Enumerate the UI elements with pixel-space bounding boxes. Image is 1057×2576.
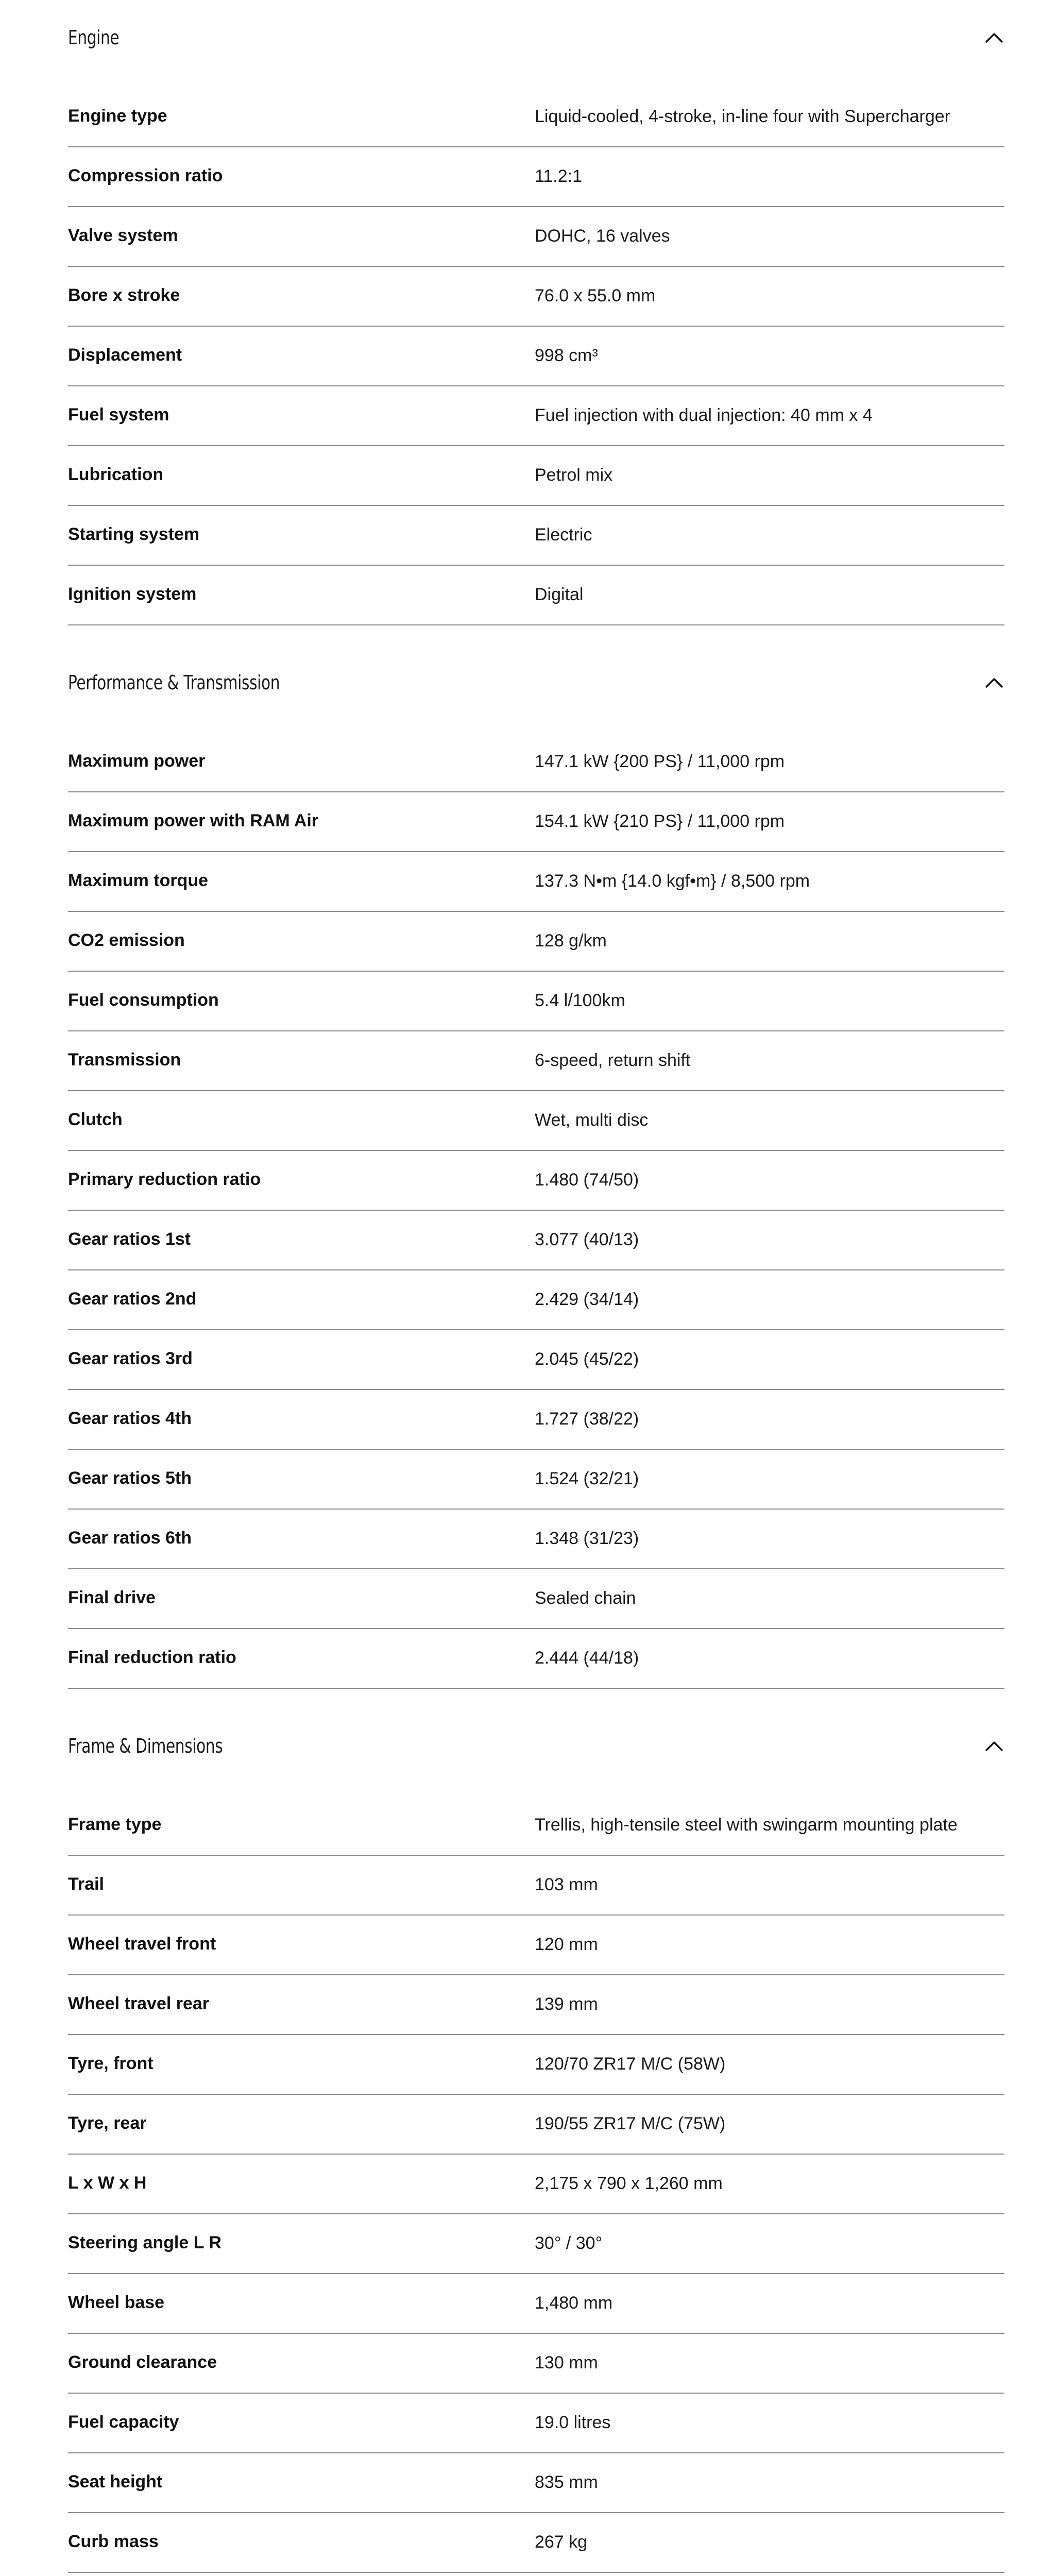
spec-label: Curb mass — [68, 2532, 159, 2551]
spec-row — [68, 506, 1004, 566]
spec-row — [68, 566, 1004, 625]
spec-label: Wheel base — [68, 2293, 165, 2312]
spec-row — [68, 446, 1004, 506]
spec-value: 30° / 30° — [535, 2233, 603, 2253]
spec-value: Sealed chain — [535, 1588, 636, 1608]
spec-value: 76.0 x 55.0 mm — [535, 286, 656, 306]
spec-label: Gear ratios 5th — [68, 1468, 192, 1488]
spec-row — [68, 267, 1004, 327]
section-spacer — [68, 1689, 1004, 1708]
spec-section — [68, 0, 1004, 625]
spec-label: Tyre, front — [68, 2054, 154, 2073]
spec-label: Maximum torque — [68, 871, 209, 890]
spec-value: 1.727 (38/22) — [535, 1409, 639, 1429]
spec-label: Clutch — [68, 1110, 123, 1129]
spec-label: Seat height — [68, 2472, 163, 2492]
spec-row — [68, 972, 1004, 1031]
spec-label: Wheel travel rear — [68, 1994, 210, 2013]
spec-row — [68, 2274, 1004, 2334]
spec-row — [68, 1450, 1004, 1510]
spec-label: Tyre, rear — [68, 2113, 147, 2133]
spec-label: Gear ratios 4th — [68, 1409, 192, 1428]
spec-label: Gear ratios 6th — [68, 1528, 192, 1548]
chevron-up-icon[interactable] — [984, 27, 1004, 48]
spec-section — [68, 1708, 1004, 2573]
spec-value: Trellis, high-tensile steel with swingarm mounting plate — [535, 1815, 958, 1835]
section-header-toggle[interactable] — [68, 1708, 1004, 1784]
spec-row — [68, 2513, 1004, 2573]
section-title: Engine — [68, 26, 120, 49]
spec-label: Fuel consumption — [68, 990, 219, 1010]
spec-label: Fuel system — [68, 405, 169, 425]
spec-row — [68, 1856, 1004, 1916]
spec-row — [68, 1569, 1004, 1629]
spec-label: Primary reduction ratio — [68, 1170, 261, 1189]
section-header-toggle[interactable] — [68, 0, 1004, 75]
spec-row — [68, 2035, 1004, 2095]
chevron-up-icon[interactable] — [984, 1736, 1004, 1756]
spec-section — [68, 645, 1004, 1689]
spec-value: Petrol mix — [535, 465, 613, 485]
spec-label: Gear ratios 2nd — [68, 1289, 197, 1309]
spec-label: Engine type — [68, 106, 167, 126]
spec-list — [68, 88, 1004, 625]
chevron-up-icon[interactable] — [984, 672, 1004, 693]
spec-value: 835 mm — [535, 2472, 598, 2492]
spec-value: 6-speed, return shift — [535, 1050, 691, 1070]
spec-row — [68, 1390, 1004, 1450]
spec-value: Digital — [535, 585, 584, 604]
spec-label: Compression ratio — [68, 166, 223, 185]
spec-row — [68, 2095, 1004, 2155]
spec-row — [68, 2214, 1004, 2274]
spec-value: 120/70 ZR17 M/C (58W) — [535, 2054, 726, 2074]
section-spacer — [68, 2573, 1004, 2576]
spec-value: 128 g/km — [535, 931, 607, 951]
spec-row — [68, 2155, 1004, 2214]
spec-row — [68, 1270, 1004, 1330]
spec-row — [68, 207, 1004, 267]
spec-label: Starting system — [68, 524, 200, 544]
spec-row — [68, 1975, 1004, 2035]
spec-value: 154.1 kW {210 PS} / 11,000 rpm — [535, 811, 785, 831]
spec-value: 267 kg — [535, 2532, 588, 2552]
spec-value: 5.4 l/100km — [535, 991, 625, 1010]
spec-row — [68, 792, 1004, 852]
spec-label: Lubrication — [68, 465, 164, 484]
spec-row — [68, 2394, 1004, 2453]
spec-row — [68, 88, 1004, 147]
spec-row — [68, 1330, 1004, 1390]
spec-label: Steering angle L R — [68, 2233, 221, 2252]
spec-list — [68, 733, 1004, 1689]
spec-row — [68, 1151, 1004, 1211]
spec-label: Gear ratios 3rd — [68, 1349, 193, 1368]
spec-list — [68, 1796, 1004, 2573]
spec-value: 19.0 litres — [535, 2413, 611, 2432]
spec-value: 120 mm — [535, 1935, 598, 1954]
spec-value: 1,480 mm — [535, 2293, 613, 2313]
spec-value: 130 mm — [535, 2353, 598, 2372]
spec-label: CO2 emission — [68, 930, 185, 950]
spec-label: Trail — [68, 1874, 104, 1894]
spec-label: Transmission — [68, 1050, 181, 1070]
spec-row — [68, 1510, 1004, 1569]
spec-row — [68, 2453, 1004, 2513]
spec-row — [68, 912, 1004, 972]
spec-label: Valve system — [68, 226, 178, 245]
spec-label: Fuel capacity — [68, 2412, 179, 2432]
spec-value: 2.429 (34/14) — [535, 1290, 639, 1309]
spec-label: Displacement — [68, 345, 182, 365]
spec-value: 3.077 (40/13) — [535, 1230, 639, 1249]
spec-value: 1.348 (31/23) — [535, 1529, 639, 1548]
spec-row — [68, 1091, 1004, 1151]
spec-value: Fuel injection with dual injection: 40 mm x 4 — [535, 405, 873, 425]
section-header-toggle[interactable] — [68, 645, 1004, 720]
spec-label: Wheel travel front — [68, 1934, 216, 1954]
spec-value: Electric — [535, 525, 592, 545]
spec-value: Liquid-cooled, 4-stroke, in-line four with Supercharger — [535, 107, 950, 126]
spec-label: Frame type — [68, 1815, 162, 1834]
spec-row — [68, 147, 1004, 207]
spec-label: Final drive — [68, 1588, 156, 1607]
spec-value: Wet, multi disc — [535, 1110, 649, 1130]
spec-value: DOHC, 16 valves — [535, 226, 670, 246]
spec-row — [68, 327, 1004, 386]
spec-value: 998 cm³ — [535, 346, 598, 365]
spec-value: 103 mm — [535, 1875, 598, 1894]
spec-row — [68, 1796, 1004, 1856]
section-spacer — [68, 625, 1004, 645]
spec-value: 147.1 kW {200 PS} / 11,000 rpm — [535, 752, 785, 771]
spec-page — [68, 0, 1004, 2576]
spec-row — [68, 852, 1004, 912]
spec-label: Gear ratios 1st — [68, 1229, 191, 1249]
section-title: Performance & Transmission — [68, 671, 280, 694]
spec-row — [68, 2334, 1004, 2394]
spec-label: Bore x stroke — [68, 285, 180, 305]
spec-value: 137.3 N•m {14.0 kgf•m} / 8,500 rpm — [535, 871, 810, 891]
spec-label: L x W x H — [68, 2173, 147, 2193]
spec-row — [68, 733, 1004, 792]
spec-value: 1.524 (32/21) — [535, 1469, 639, 1488]
spec-row — [68, 1031, 1004, 1091]
spec-value: 11.2:1 — [535, 166, 583, 186]
spec-label: Maximum power with RAM Air — [68, 811, 319, 831]
spec-value: 139 mm — [535, 1994, 598, 2014]
spec-value: 2.444 (44/18) — [535, 1648, 639, 1668]
spec-label: Ground clearance — [68, 2352, 217, 2372]
spec-value: 190/55 ZR17 M/C (75W) — [535, 2114, 726, 2133]
spec-row — [68, 386, 1004, 446]
spec-label: Maximum power — [68, 751, 206, 771]
spec-row — [68, 1916, 1004, 1975]
spec-label: Final reduction ratio — [68, 1648, 236, 1667]
spec-value: 2.045 (45/22) — [535, 1349, 639, 1369]
spec-row — [68, 1629, 1004, 1689]
spec-value: 1.480 (74/50) — [535, 1170, 639, 1190]
spec-label: Ignition system — [68, 584, 197, 604]
spec-row — [68, 1211, 1004, 1270]
section-title: Frame & Dimensions — [68, 1735, 223, 1757]
spec-value: 2,175 x 790 x 1,260 mm — [535, 2174, 723, 2193]
